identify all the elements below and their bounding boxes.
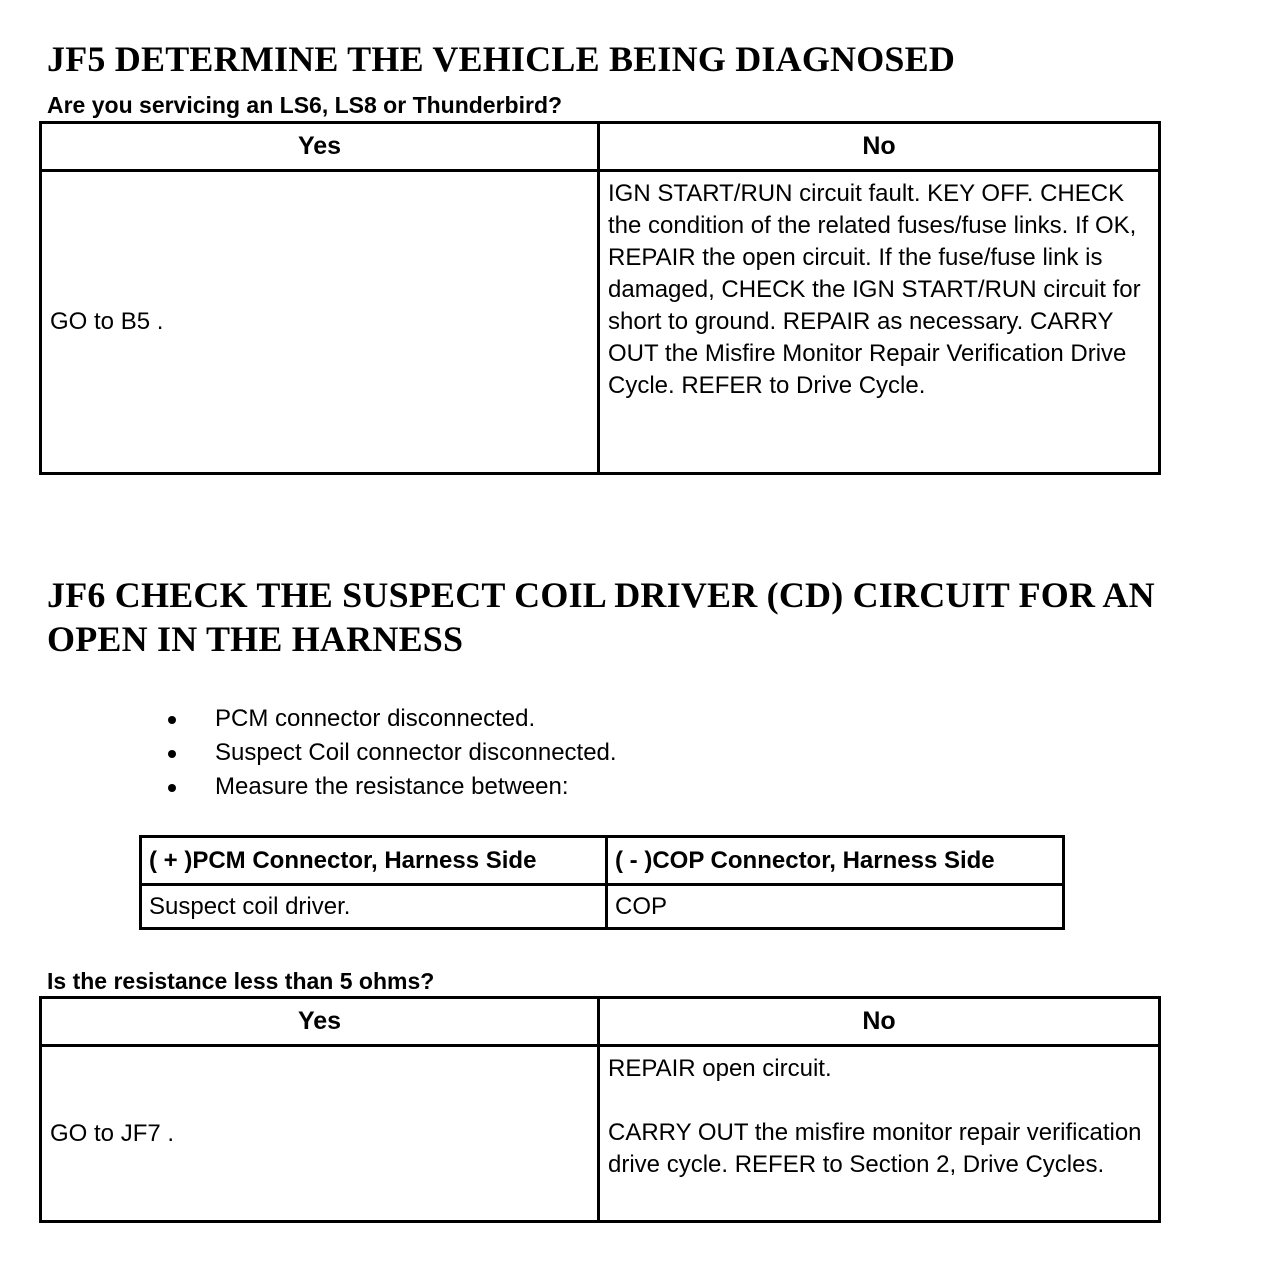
bullet-text: PCM connector disconnected. [215, 705, 536, 732]
jf5-no-action: IGN START/RUN circuit fault. KEY OFF. CHECK the condition of the related fuses/fuse links. If OK, REPAIR the open circuit. If the fuse/fuse link is damaged, CHECK the IGN START/RUN circuit for short to ground. REPAIR as necessary. CARRY OUT the Misfire Monitor Repair Verification Drive Cycle. REFER to Drive Cycle. [608, 180, 1141, 399]
bullet-icon [168, 784, 176, 792]
jf5-yes-cell [41, 171, 599, 474]
bullet-text: Measure the resistance between: [215, 773, 569, 800]
jf6-bullet-list [160, 702, 617, 804]
jf5-question: Are you servicing an LS6, LS8 or Thunderbird? [47, 92, 563, 118]
jf5-result-table [39, 121, 1161, 475]
bullet-icon [168, 750, 176, 758]
jf6-heading-line2: OPEN IN THE HARNESS [47, 619, 464, 659]
jf6-yes-action: GO to JF7 . [50, 1119, 175, 1147]
jf6-no-header: No [599, 998, 1160, 1046]
jf6-result-table [39, 996, 1161, 1223]
jf6-no-action-1: REPAIR open circuit. [608, 1055, 832, 1082]
connector-value-minus: COP [607, 885, 1064, 929]
bullet-item [160, 736, 617, 770]
paragraph-spacer [608, 1085, 1150, 1117]
bullet-item [160, 770, 617, 804]
bullet-icon [168, 716, 176, 724]
jf6-yes-cell [41, 1046, 599, 1222]
bullet-item [160, 702, 617, 736]
jf6-connector-table [139, 835, 1065, 930]
jf6-no-cell [599, 1046, 1160, 1222]
bullet-text: Suspect Coil connector disconnected. [215, 739, 617, 766]
jf6-no-action-2: CARRY OUT the misfire monitor repair verification drive cycle. REFER to Section 2, Drive Cycles. [608, 1119, 1142, 1178]
connector-header-minus: ( - )COP Connector, Harness Side [607, 837, 1064, 885]
jf5-yes-action: GO to B5 . [50, 308, 164, 335]
jf5-no-cell [599, 171, 1160, 474]
jf6-question: Is the resistance less than 5 ohms? [47, 968, 435, 994]
connector-value-plus: Suspect coil driver. [141, 885, 607, 929]
jf6-heading-line1: JF6 CHECK THE SUSPECT COIL DRIVER (CD) CIRCUIT FOR AN [47, 575, 1155, 615]
jf5-heading: JF5 DETERMINE THE VEHICLE BEING DIAGNOSED [47, 39, 956, 79]
jf6-yes-header: Yes [41, 998, 599, 1046]
connector-header-plus: ( + )PCM Connector, Harness Side [141, 837, 607, 885]
jf5-no-header: No [599, 123, 1160, 171]
jf5-yes-header: Yes [41, 123, 599, 171]
